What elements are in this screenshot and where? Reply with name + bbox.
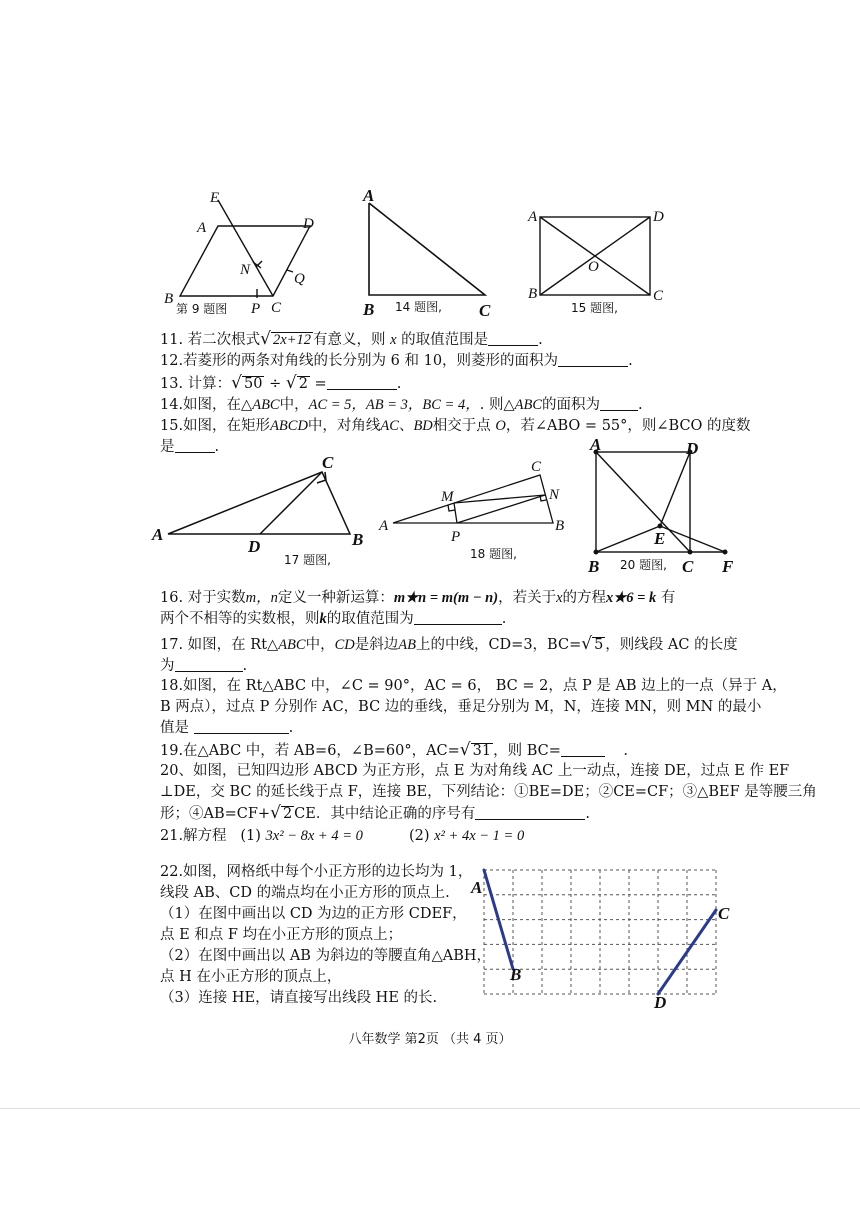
label-P: P [251,301,261,317]
figure-20 [580,435,755,580]
label-A: A [363,186,375,205]
question-12: 12.若菱形的两条对角线的长分别为 6 和 10，则菱形的面积为 . [160,353,633,369]
figure-14 [355,185,505,320]
label-Q: Q [294,271,305,287]
figure-20-caption: 20 题图, [620,558,667,572]
question-17: 17. 如图，在 Rt△ABC中，CD是斜边AB上的中线，CD=3，BC=√ 5 ，则线段 AC 的长度 为 . [160,634,738,674]
label-D: D [686,439,699,458]
figure-15-caption: 15 题图, [571,301,618,315]
figure-22-grid[interactable] [470,862,740,1012]
question-20: 20、如图，已知四边形 ABCD 为正方形，点 E 为对角线 AC 上一动点，连接 DE，过点 E 作 EF ⊥DE，交 BC 的延长线于点 F，连接 BE，下列结论：①BE=DE；②CE=CF；③△BEF 是等腰三角 形；④AB=CF+√ 2 CE．其中结论正确的序号有 . [160,763,817,823]
question-11: 11. 若二次根式√ 2x+12 有意义，则 x 的取值范围是 . [160,329,543,349]
label-D: D [654,993,667,1012]
label-B: B [528,286,538,302]
label-A: A [471,878,483,897]
page-divider [0,1108,860,1109]
figure-17-caption: 17 题图, [284,553,331,567]
label-P: P [451,529,461,545]
label-D: D [248,537,261,556]
label-A: A [528,209,538,225]
figure-18-caption: 18 题图, [470,547,517,561]
label-E: E [210,190,220,206]
label-F: F [722,557,734,576]
label-C: C [271,300,282,316]
answer-blank[interactable] [561,742,605,757]
answer-blank[interactable] [194,719,289,734]
question-19: 19.在△ABC 中，若 AB=6，∠B=60°，AC=√ 31 ，则 BC= . [160,740,628,760]
label-C: C [653,288,664,304]
label-C: C [718,904,730,923]
label-A: A [379,518,389,534]
label-N: N [549,487,560,503]
label-B: B [164,291,174,307]
figure-17 [150,450,375,575]
label-D: D [653,209,664,225]
answer-blank[interactable] [558,352,628,367]
label-B: B [588,557,600,576]
answer-blank[interactable] [488,331,538,346]
label-B: B [555,518,565,534]
figure-14-caption: 14 题图, [395,300,442,314]
label-C: C [322,453,334,472]
question-14: 14.如图，在△ABC中，AC = 5，AB = 3，BC = 4，. 则△ABC的面积为 . [160,397,643,413]
label-A: A [590,435,602,454]
page-footer: 八年数学 第2页 （共 4 页） [348,1032,512,1047]
answer-blank[interactable] [414,610,502,625]
label-C: C [479,301,491,320]
q22-line: 线段 AB、CD 的端点均在小正方形的顶点上. [160,885,450,901]
question-13: 13. 计算：√ 50 ÷ √ 2 = . [160,373,402,393]
label-M: M [441,489,454,505]
figure-18 [375,455,575,565]
q22-line: （2）在图中画出以 AB 为斜边的等腰直角△ABH， [160,948,491,964]
label-B: B [352,530,364,549]
question-16: 16. 对于实数m，n定义一种新运算：m★n = m(m − n)，若关于x的方程x★6 = k 有 两个不相等的实数根，则k的取值范围为 . [160,590,676,627]
label-O: O [588,259,599,275]
label-C: C [531,459,542,475]
label-A: A [152,525,164,544]
label-C: C [682,557,694,576]
q22-line: （1）在图中画出以 CD 为边的正方形 CDEF， [160,906,467,922]
question-18: 18.如图，在 Rt△ABC 中，∠C = 90°，AC = 6， BC = 2，点 P 是 AB 边上的一点（异于 A， B 两点），过点 P 分别作 AC，BC 边的垂线，垂足分别为 M，N，连接 MN，则 MN 的最小 值是 . [160,678,787,736]
label-N: N [240,262,251,278]
question-21: 21.解方程 (1) 3x² − 8x + 4 = 0 (2) x² + 4x − 1 = 0 [160,828,525,844]
q22-line: 点 H 在小正方形的顶点上， [160,969,342,985]
q22-line: 22.如图，网格纸中每个小正方形的边长均为 1， [160,864,473,880]
answer-blank[interactable] [600,396,638,411]
label-D: D [303,216,314,232]
question-22 [160,862,491,1009]
segment-CD [658,910,716,994]
figure-9 [160,188,330,318]
question-15: 15.如图，在矩形ABCD中，对角线AC、BD相交于点 O，若∠ABO = 55°，则∠BCO 的度数 是 . [160,418,751,455]
q22-line: （3）连接 HE，请直接写出线段 HE 的长. [160,990,438,1006]
label-E: E [654,529,666,548]
figure-15 [525,205,675,320]
answer-blank[interactable] [327,375,397,390]
label-B: B [363,300,375,319]
label-B: B [510,965,522,984]
answer-blank[interactable] [175,657,243,672]
label-A: A [197,220,207,236]
q22-line: 点 E 和点 F 均在小正方形的顶点上； [160,927,403,943]
answer-blank[interactable] [475,805,585,820]
figure-9-caption: 第 9 题图 [176,302,228,316]
